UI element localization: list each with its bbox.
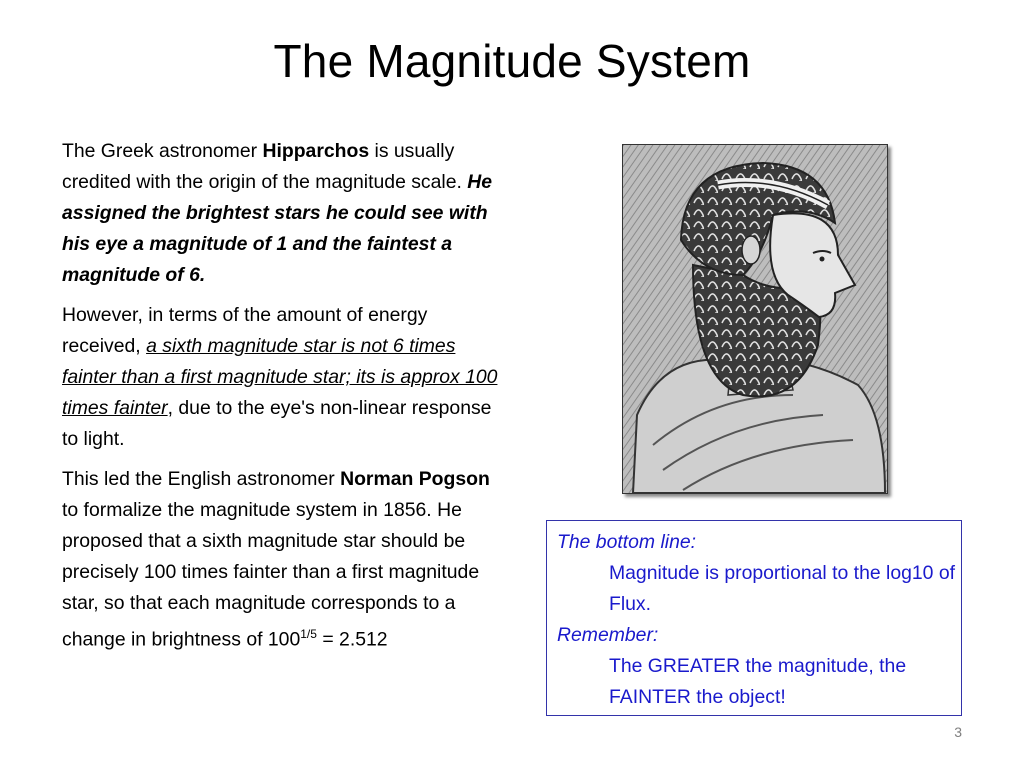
- bottom-line-heading: The bottom line:: [557, 531, 697, 553]
- paragraph-pogson: [62, 464, 498, 655]
- exponent: 1/5: [300, 627, 317, 641]
- text-run: is usually credited with the origin of the magnitude scale.: [62, 140, 468, 193]
- portrait-drawing: [623, 145, 887, 493]
- bottom-line-statement: Magnitude is proportional to the log10 of Flux.: [609, 562, 956, 615]
- paragraph-energy: [62, 300, 498, 455]
- hipparchus-portrait-image: [622, 144, 888, 494]
- text-run: = 2.512: [316, 628, 388, 651]
- bottom-line-box: [546, 520, 962, 716]
- text-run: This led the English astronomer: [62, 468, 341, 490]
- emphasis-100-times-text: a sixth magnitude star is not 6 times fainter than a first magnitude star; its is approx 100 times fainter: [62, 335, 498, 419]
- body-text: [62, 136, 498, 664]
- text-run: , due to the eye's non-linear response to light.: [62, 397, 492, 450]
- remember-statement: The GREATER the magnitude, the FAINTER the object!: [609, 655, 907, 708]
- text-run: However, in terms of the amount of energy received,: [62, 304, 428, 357]
- slide-number: 3: [954, 724, 962, 740]
- text-run: The Greek astronomer: [62, 140, 263, 162]
- name-hipparchos: Hipparchos: [262, 140, 370, 162]
- emphasis-assignment-text: He assigned the brightest stars he could see with his eye a magnitude of 1 and the faintest a magnitude of 6.: [62, 171, 493, 286]
- remember-heading: Remember:: [557, 624, 659, 646]
- paragraph-hipparchos: [62, 136, 498, 291]
- name-pogson: Norman Pogson: [340, 468, 490, 490]
- text-run: to formalize the magnitude system in 1856. He proposed that a sixth magnitude star should be precisely 100 times fainter than a first magnitude star, so that each magnitude corresponds to a change in brightness of 100: [62, 499, 480, 651]
- slide-title: The Magnitude System: [273, 35, 751, 87]
